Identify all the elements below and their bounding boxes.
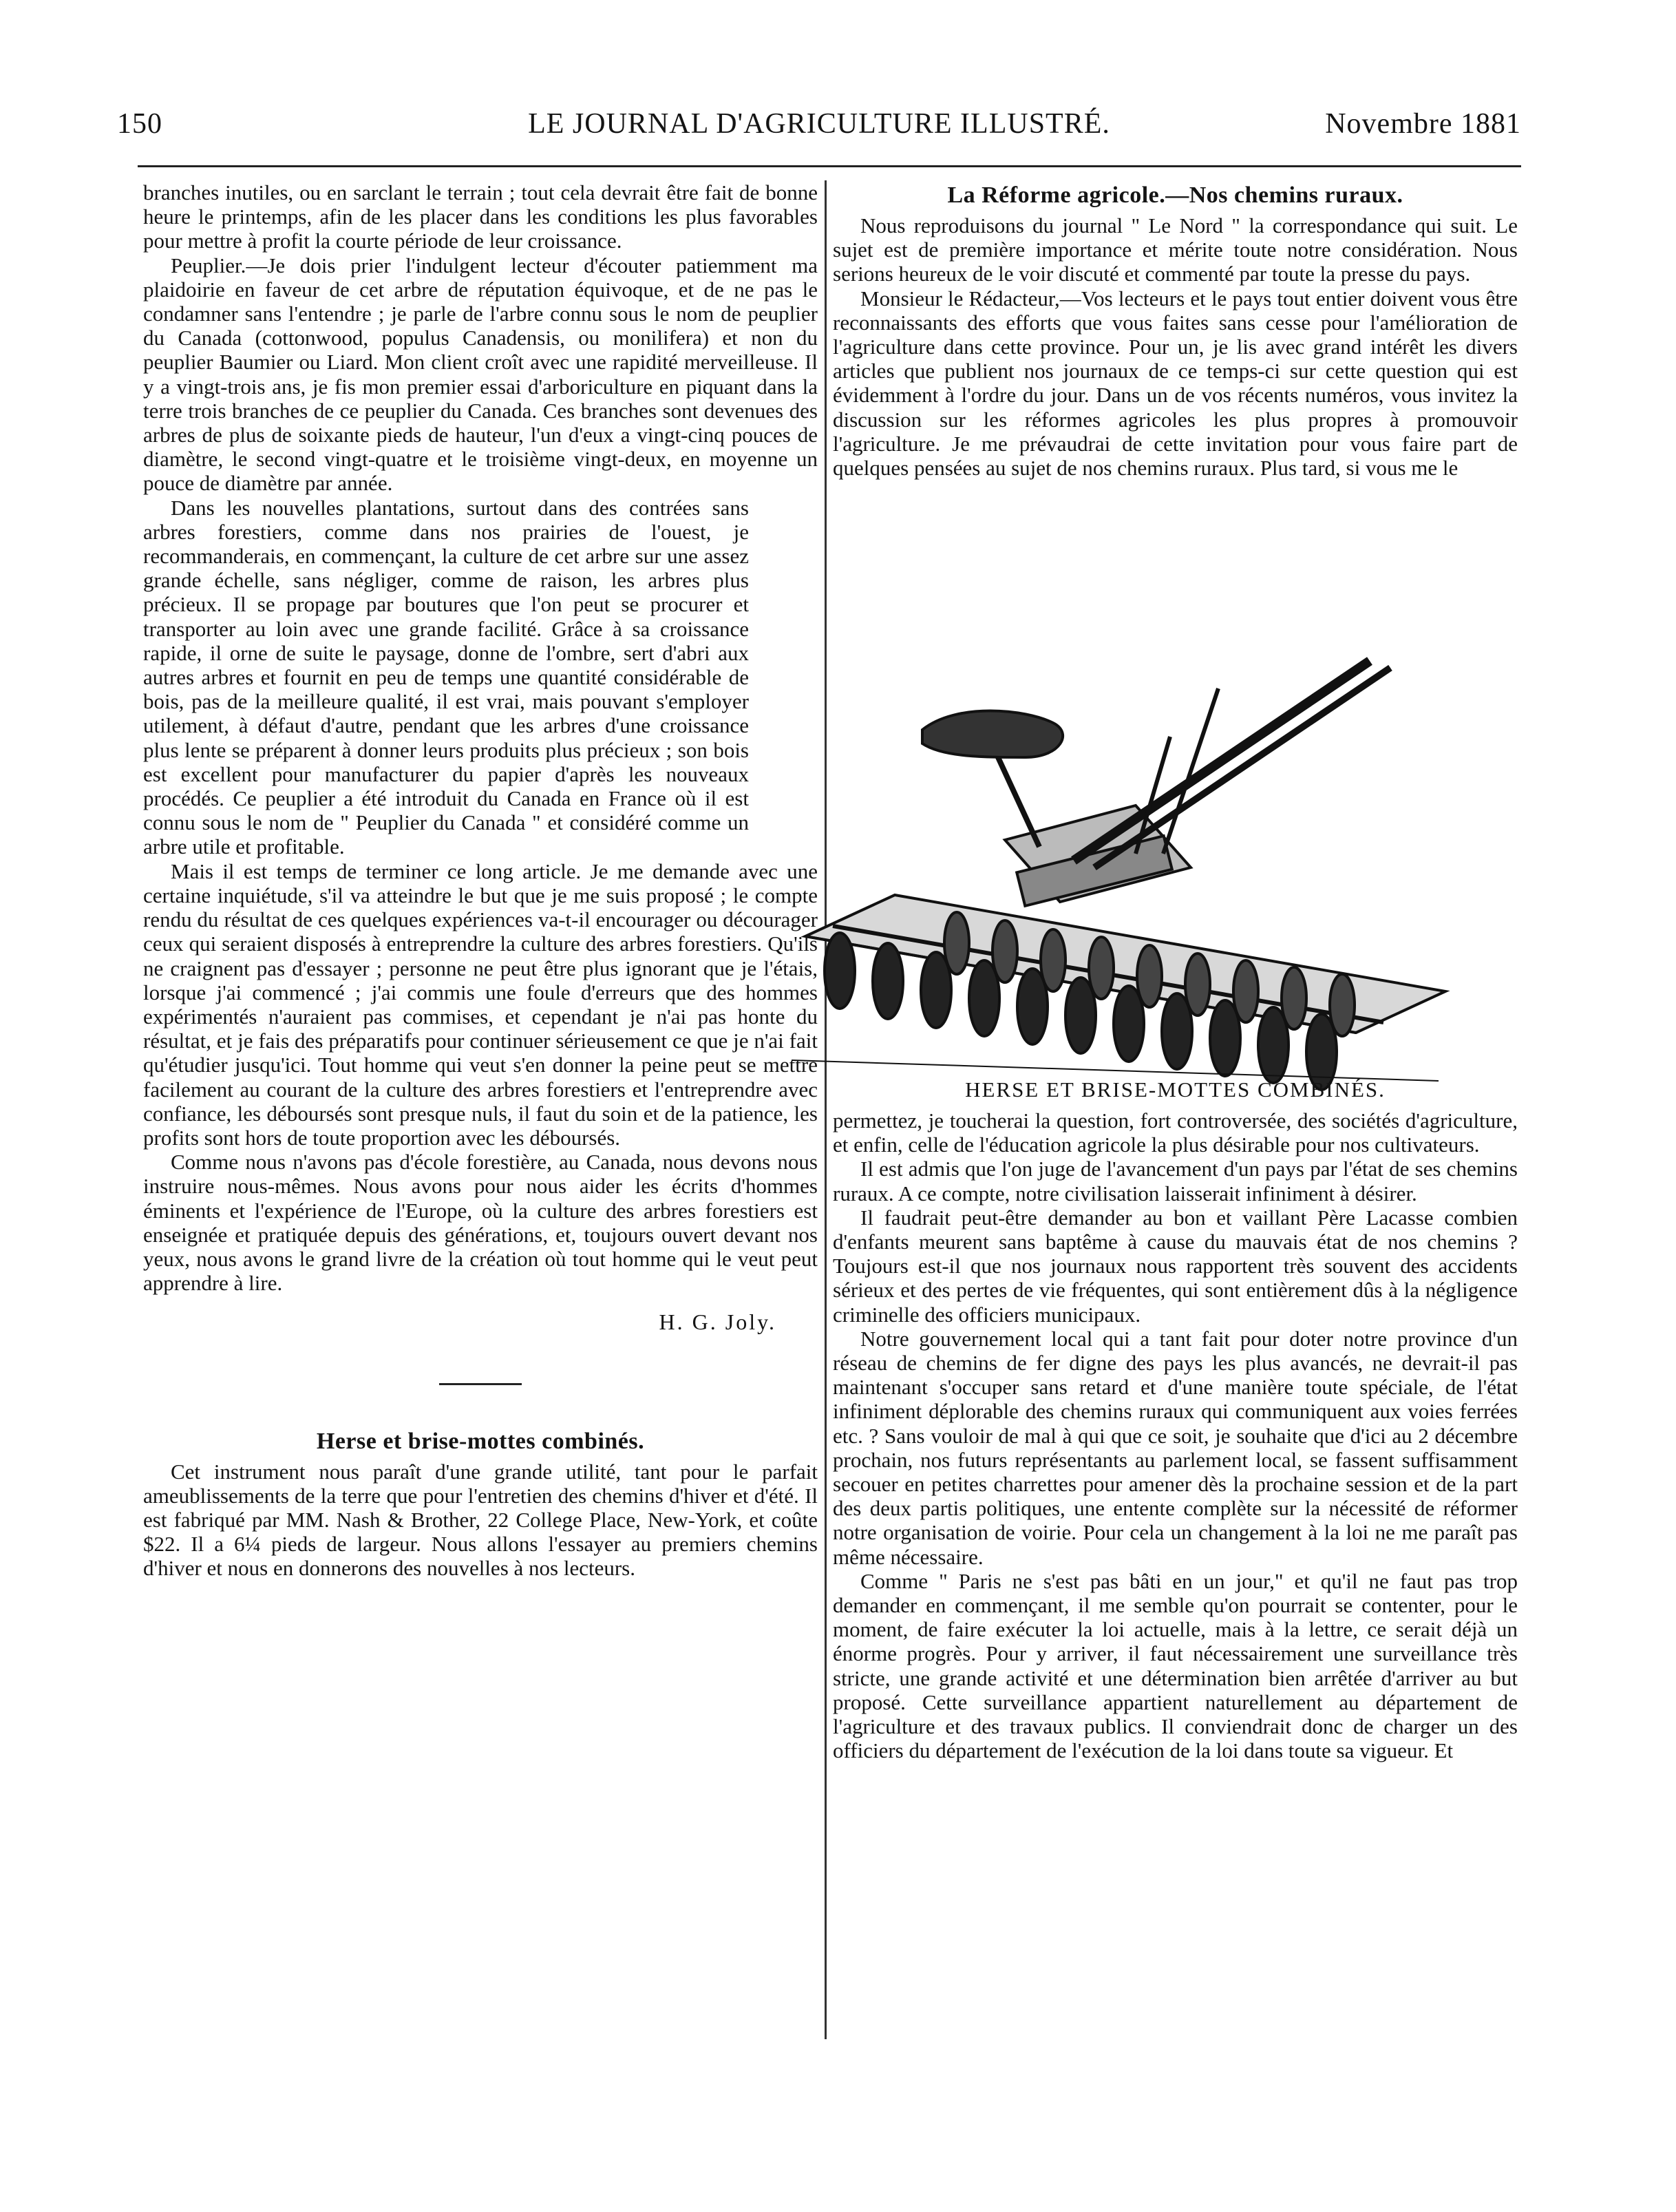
right-column-bottom bbox=[833, 1108, 1518, 1762]
section-divider bbox=[439, 1383, 522, 1385]
paragraph: Peuplier.—Je dois prier l'indulgent lecteur d'écouter patiemment ma plaidoirie en faveur de cet arbre de réputation équivoque, et de ne pas le condamner sans l'entendre ; je parle de l'arbre connu sous le nom de peuplier du Canada (cottonwood, populus Canadensis, ou monilifera) et non du peuplier Baumier ou Liard. Mon client croît avec une rapidité merveilleuse. Il y a vingt-trois ans, je fis mon premier essai d'arboriculture en piquant dans la terre trois branches de ce peuplier du Canada. Ces branches sont devenues des arbres de plus de soixante pieds de hauteur, l'un d'eux a vingt-cinq pouces de diamètre, le second vingt-quatre et le troisième vingt-deux, en moyenne un pouce de diamètre par année. bbox=[143, 253, 818, 496]
paragraph: Il faudrait peut-être demander au bon et vaillant Père Lacasse combien d'enfants meurent sans baptême à cause du mauvais état de nos chemins ? Toujours est-il que nos journaux nous rapportent très souvent des accidents sérieux et des pertes de vie fréquentes, qui sont entièrement dûs à la négligence criminelle des officiers municipaux. bbox=[833, 1205, 1518, 1327]
paragraph: Comme " Paris ne s'est pas bâti en un jour," et qu'il ne faut pas trop demander en commençant, il me semble qu'on pourrait se contenter, pour le moment, de faire exécuter la loi actuelle, mais à la lettre, ce serait déjà un énorme progrès. Pour y arriver, il faut nécessairement une surveillance très stricte, une grande activité et une détermination bien arrêtée d'arriver au but proposé. Cette surveillance appartient naturellement au département de l'agriculture et des travaux publics. Il conviendrait donc de charger un des officiers du département de l'exécution de la loi dans toute sa vigueur. Et bbox=[833, 1568, 1518, 1763]
paragraph: permettez, je toucherai la question, fort controversée, des sociétés d'agriculture, et enfin, celle de l'éducation agricole la plus désirable pour nos cultivateurs. bbox=[833, 1108, 1518, 1157]
header-rule bbox=[138, 165, 1521, 167]
paragraph: Cet instrument nous paraît d'une grande utilité, tant pour le parfait ameublissements de la terre que pour l'entretien des chemins d'hiver et d'été. Il est fabriqué par MM. Nash & Brother, 22 College Place, New-York, et coûte $22. Il a 6¼ pieds de largeur. Nous allons l'essayer au premiers chemins d'hiver et nous en donnerons des nouvelles à nos lecteurs. bbox=[143, 1459, 818, 1581]
column-divider bbox=[825, 180, 827, 2039]
paragraph: Nous reproduisons du journal " Le Nord " la correspondance qui suit. Le sujet est de première importance et mérite toute notre considération. Nous serions heureux de le voir discuté et commenté par toute la presse du pays. bbox=[833, 213, 1518, 286]
paragraph: Notre gouvernement local qui a tant fait pour doter notre province d'un réseau de chemins de fer digne des pays les plus avancés, ne devrait-il pas maintenant s'occuper sans retard et d'une manière toute spéciale, de l'état infiniment déplorable des chemins ruraux qui communiquent aux voies ferrées etc. ? Sans vouloir de mal à qui que ce soit, je souhaite que d'ici au 2 décembre prochain, nos futurs représentants au parlement local, se fassent suffisamment secouer en petites charrettes pour amener dès la prochaine session et de la part des deux partis politiques, une entente complète sur la nécessité de réformer notre organisation de voirie. Pour cela un changement à la loi ne me paraît pas même nécessaire. bbox=[833, 1326, 1518, 1569]
page-number: 150 bbox=[117, 108, 162, 140]
herse-section-title: Herse et brise-mottes combinés. bbox=[316, 1428, 645, 1454]
paragraph: Il est admis que l'on juge de l'avancement d'un pays par l'état de ses chemins ruraux. A ce compte, notre civilisation laisserait infiniment à désirer. bbox=[833, 1157, 1518, 1205]
paragraph: Mais il est temps de terminer ce long article. Je me demande avec une certaine inquiétude, s'il va atteindre le but que je me suis proposé ; le compte rendu du résultat de ces quelques expériences va-t-il encourager ou décourager ceux qui seraient disposés à entreprendre la culture des arbres forestiers. Qu'ils ne craignent pas d'essayer ; personne ne peut être plus ignorant que je l'étais, lorsque j'ai commencé ; j'ai commis une foule d'erreurs que des hommes expérimentés n'auraient pas commises, et cependant je n'ai pas honte du résultat, et je fais des préparatifs pour continuer sérieusement ce que je n'ai fait qu'étudier jusqu'ici. Tout homme qui veut s'en donner la peine peut se mettre facilement au courant de la culture des arbres forestiers et l'entreprendre avec confiance, les déboursés sont presque nuls, il faut du soin et de la patience, les profits sont hors de toute proportion avec les déboursés. bbox=[143, 859, 818, 1150]
paragraph: Monsieur le Rédacteur,—Vos lecteurs et le pays tout entier doivent vous être reconnaissants des efforts que vous faites sans cesse pour l'amélioration de l'agriculture dans cette province. Pour un, je lis avec grand intérêt les divers articles que publient nos journaux de ce temps-ci sur cette question qui est évidemment à l'ordre du jour. Dans un de vos récents numéros, vous invitez la discussion sur les réformes agricoles les plus propres à promouvoir l'agriculture. Je me prévaudrai de cette invitation pour vous faire part de quelques pensées au sujet de nos chemins ruraux. Plus tard, si vous me le bbox=[833, 286, 1518, 481]
journal-title: LE JOURNAL D'AGRICULTURE ILLUSTRÉ. bbox=[528, 108, 1110, 140]
paragraph: branches inutiles, ou en sarclant le terrain ; tout cela devrait être fait de bonne heure le printemps, afin de les placer dans les conditions les plus favorables pour mettre à profit la courte période de leur croissance. bbox=[143, 180, 818, 253]
reform-section-title: La Réforme agricole.—Nos chemins ruraux. bbox=[947, 182, 1403, 208]
left-column bbox=[143, 180, 818, 1581]
running-header bbox=[117, 103, 1521, 145]
paragraph: Dans les nouvelles plantations, surtout dans des contrées sans arbres forestiers, comme dans nos prairies de l'ouest, je recommanderais, en commençant, la culture de cet arbre sur une assez grande échelle, sans négliger, comme de raison, les arbres plus précieux. Il se propage par boutures que l'on peut se procurer et transporter au loin avec une grande facilité. Grâce à sa croissance rapide, il orne de suite le paysage, donne de l'ombre, sert d'abri aux autres arbres et fournit en peu de temps une quantité considérable de bois, pas de la meilleure qualité, il est vrai, mais pouvant s'employer utilement, à défaut d'autre, pendant que les arbres d'une croissance plus lente se préparent à donner leurs produits plus précieux ; son bois est excellent pour manufacturer du papier d'après les nouveaux procédés. Ce peuplier a été introduit du Canada en France où il est connu sous le nom de " Peuplier du Canada " et considéré comme un arbre utile et profitable. bbox=[143, 495, 749, 859]
issue-date: Novembre 1881 bbox=[1325, 108, 1521, 140]
harrow-illustration bbox=[750, 647, 1500, 1095]
paragraph: Comme nous n'avons pas d'école forestière, au Canada, nous devons nous instruire nous-mêmes. Nous avons pour nous aider les écrits d'hommes éminents et l'expérience de l'Europe, où la culture des arbres forestiers est enseignée et pratiquée depuis des générations, et, toujours ouvert devant nos yeux, nous avons le grand livre de la création où tout homme qui le veut peut apprendre à lire. bbox=[143, 1150, 818, 1296]
right-column-top bbox=[833, 180, 1518, 480]
figure-caption: HERSE ET BRISE-MOTTES COMBINÉS. bbox=[965, 1077, 1386, 1102]
article-signature: H. G. Joly. bbox=[659, 1309, 776, 1335]
